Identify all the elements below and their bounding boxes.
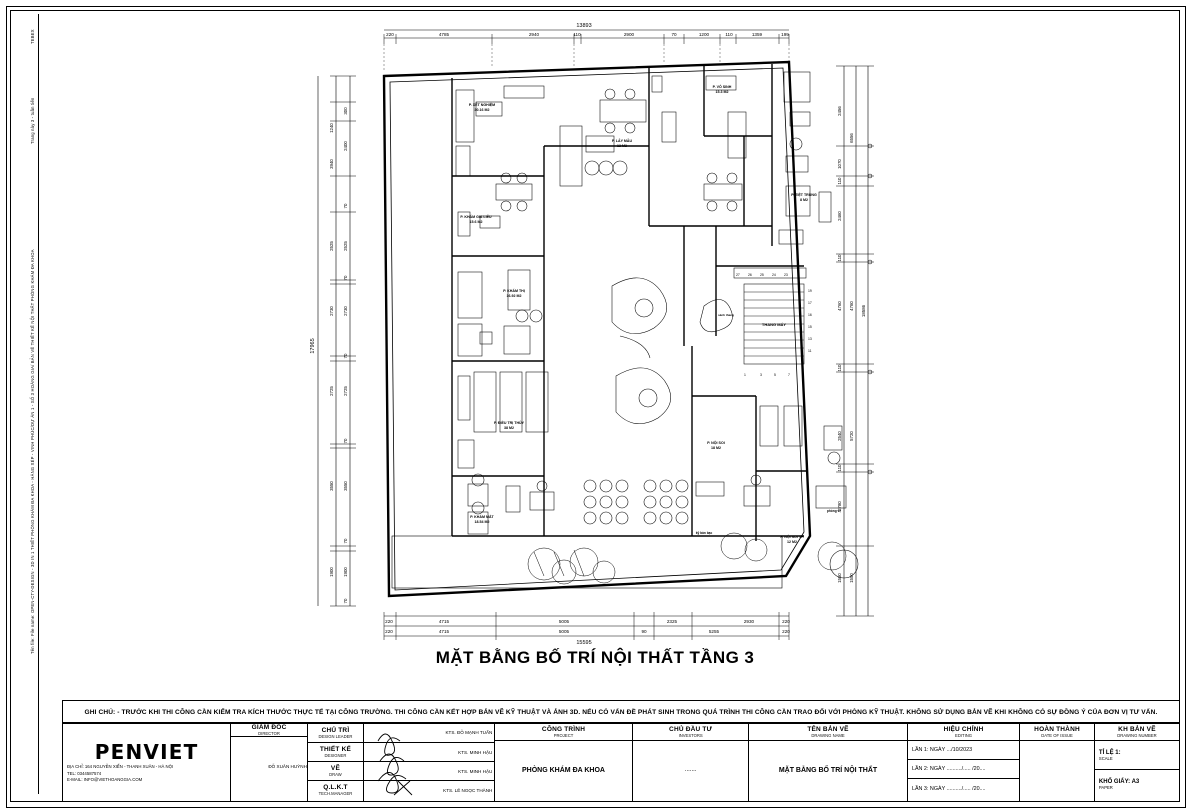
svg-text:2940: 2940	[528, 32, 540, 37]
editing-rev-3: LẦN 3: NGÀY ........../..... /20....	[911, 785, 986, 792]
svg-text:2730: 2730	[343, 306, 348, 316]
svg-text:P. NỘI SOI: P. NỘI SOI	[707, 441, 725, 445]
svg-text:7: 7	[788, 373, 790, 377]
svg-text:1550: 1550	[849, 573, 854, 583]
director-name: ĐỖ XUÂN HUỲNH	[268, 764, 307, 769]
svg-text:P. TIỆT TRÙNG: P. TIỆT TRÙNG	[791, 193, 817, 197]
editing-rev-1: LẦN 1: NGÀY .../10/2023	[911, 747, 973, 753]
plan-title: MẶT BẰNG BỐ TRÍ NỘI THẤT TẦNG 3	[435, 648, 755, 667]
title-block	[62, 722, 1180, 802]
svg-text:2525: 2525	[329, 241, 334, 251]
editing-sub: EDITING	[955, 732, 973, 738]
svg-text:220: 220	[782, 619, 790, 624]
drawing-number-head: KH BẢN VẼ	[1118, 725, 1156, 733]
svg-text:P. KHÁM THỊ: P. KHÁM THỊ	[503, 289, 525, 293]
svg-text:1: 1	[744, 373, 746, 377]
vertical-text-1: TEBEX	[30, 29, 35, 44]
drawing-number-block	[1095, 723, 1179, 801]
floor-plan-svg	[44, 16, 1180, 676]
scale-sublabel: SCALE	[1098, 755, 1113, 761]
scale-label: TỈ LỆ 1:	[1098, 749, 1121, 756]
svg-text:27: 27	[736, 273, 740, 277]
svg-text:phòng vệ: phòng vệ	[826, 509, 842, 513]
svg-text:1070: 1070	[837, 159, 842, 169]
svg-text:2400: 2400	[343, 141, 348, 151]
designer-sub: DESIGNER	[324, 753, 347, 758]
investor-head: CHỦ ĐẦU TƯ	[669, 725, 713, 733]
signature-column	[364, 723, 495, 801]
svg-text:4760: 4760	[849, 301, 854, 311]
svg-text:90: 90	[641, 629, 647, 634]
director-block	[231, 723, 308, 801]
design-leader-name: KTS. ĐỖ MẠNH TUẤN	[445, 730, 493, 735]
drawing-name-head: TÊN BẢN VẼ	[807, 725, 849, 733]
svg-text:23: 23	[784, 273, 788, 277]
svg-text:220: 220	[386, 32, 394, 37]
svg-text:18.54 M2: 18.54 M2	[474, 520, 490, 524]
editing-head: HIỆU CHỈNH	[943, 725, 984, 733]
svg-text:1550: 1550	[837, 573, 842, 583]
roles-label-column	[308, 723, 364, 801]
editing-rev-2: LẦN 2: NGÀY ........../..... /20....	[911, 766, 986, 772]
svg-text:2725: 2725	[329, 386, 334, 396]
drawing-name-value: MẶT BẰNG BỐ TRÍ NỘI THẤT	[778, 766, 878, 774]
investor-name: .......	[684, 767, 697, 773]
svg-text:19: 19	[808, 289, 812, 293]
svg-text:17965: 17965	[310, 338, 316, 354]
general-note-text: GHI CHÚ: - TRƯỚC KHI THI CÔNG CẦN KIỂM TRA KÍCH THƯỚC THỰC TẾ TẠI CÔNG TRƯỜNG. THI CÔNG CẦN KẾT HỢP BẢN VẼ KỸ THUẬT VÀ ẢNH 3D. NẾU CÓ VẤN ĐỀ PHÁT SINH TRONG QUÁ TRÌNH THI CÔNG CẦN TRAO ĐỔI VỚI PHÒNG KỸ THUẬT. KHÔNG SỬ DỤNG BẢN VẼ KHI KHÔNG CÓ SỰ ĐỒNG Ý CỦA ĐƠN VỊ TƯ VẤN.	[84, 708, 1158, 716]
svg-text:110: 110	[837, 464, 842, 472]
design-leader-sub: DESIGN LEADER	[318, 733, 353, 739]
svg-text:4715: 4715	[438, 629, 450, 634]
svg-text:70: 70	[343, 438, 348, 444]
svg-text:P. XÉT NGHIỆM: P. XÉT NGHIỆM	[468, 103, 496, 107]
svg-text:3550: 3550	[343, 481, 348, 491]
svg-text:70: 70	[343, 538, 348, 544]
svg-text:kỹ bàn bạc: kỹ bàn bạc	[695, 531, 713, 535]
svg-text:2730: 2730	[329, 306, 334, 316]
designer-head: THIẾT KẾ	[319, 746, 352, 753]
svg-text:8 M2: 8 M2	[800, 198, 808, 202]
left-margin-strip	[16, 14, 39, 794]
vertical-text-2: Trang này 3 - tuần tiến	[30, 97, 35, 144]
svg-text:2900: 2900	[623, 32, 635, 37]
tech-manager-sub: TECH.MANAGER	[318, 791, 353, 796]
svg-text:110: 110	[837, 254, 842, 262]
svg-text:2325: 2325	[666, 619, 678, 624]
tech-manager-name: KTS. LÊ NGỌC THÀNH	[443, 787, 493, 793]
svg-text:70: 70	[343, 598, 348, 604]
svg-text:300: 300	[343, 107, 348, 115]
svg-text:2725: 2725	[343, 386, 348, 396]
svg-text:11: 11	[808, 349, 812, 353]
paper-sublabel: PAPER	[1098, 784, 1113, 790]
svg-text:15: 15	[808, 325, 812, 329]
designer-name: KTS. MINH HẬU	[458, 749, 493, 755]
svg-text:16.92 M2: 16.92 M2	[506, 294, 522, 298]
issue-date-head: HOÀN THÀNH	[1034, 725, 1080, 733]
svg-text:P. LẤY MẪU: P. LẤY MẪU	[611, 139, 633, 143]
svg-text:220: 220	[782, 629, 790, 634]
svg-text:2540: 2540	[837, 431, 842, 441]
company-block	[63, 723, 231, 801]
issue-date-sub: DATE OF ISSUE	[1041, 732, 1073, 738]
svg-text:110: 110	[573, 32, 581, 37]
svg-text:38 M2: 38 M2	[504, 426, 514, 430]
svg-text:15595: 15595	[576, 640, 592, 646]
svg-text:2460: 2460	[837, 211, 842, 221]
svg-text:16: 16	[808, 313, 812, 317]
svg-text:3940: 3940	[329, 159, 334, 169]
investor-sub: INVESTORS	[678, 732, 703, 738]
svg-text:P. ĐIỀU TRỊ THỦY: P. ĐIỀU TRỊ THỦY	[493, 421, 525, 425]
svg-text:199: 199	[781, 32, 789, 37]
project-name: PHÒNG KHÁM ĐA KHOA	[522, 766, 605, 774]
general-note-bar	[62, 700, 1180, 724]
investor-block	[633, 723, 749, 801]
vertical-text-3: Tên file: File name: OPEN-CTY-DESIGN - 3D IN 1 THIẾT PHÒNG KHÁM ĐA KHOA - HÀNG XÉP - VINH PHÚC/DỰ ÁN 1 - SỐ 3 HOÀNG GIA/ BẢN VẼ THIẾT KẾ NỘI THẤT PHÒNG KHÁM ĐA KHOA	[30, 249, 35, 654]
svg-text:4760: 4760	[837, 301, 842, 311]
project-block	[495, 723, 633, 801]
director-sub: DIRECTOR	[258, 730, 280, 736]
svg-text:P. NỘI SOI TH: P. NỘI SOI TH	[780, 535, 804, 539]
svg-text:25: 25	[760, 273, 764, 277]
svg-text:1900: 1900	[329, 567, 334, 577]
svg-text:12 M2: 12 M2	[787, 540, 797, 544]
svg-text:220: 220	[385, 619, 393, 624]
svg-text:1200: 1200	[698, 32, 710, 37]
drawing-name-sub: DRAWING NAME	[811, 732, 845, 738]
svg-text:18586: 18586	[861, 304, 866, 318]
svg-text:110: 110	[837, 364, 842, 372]
svg-text:18 M2: 18 M2	[711, 446, 721, 450]
design-leader-head: CHỦ TRÌ	[321, 726, 350, 734]
project-head: CÔNG TRÌNH	[541, 725, 586, 733]
svg-text:4715: 4715	[438, 619, 450, 624]
issue-date-block	[1020, 723, 1095, 801]
company-address-2: TEL: 0344587574	[67, 770, 102, 776]
svg-text:5005: 5005	[558, 629, 570, 634]
company-address-3: E-MAIL: INFO@VIETHOANGGIA.COM	[67, 777, 143, 783]
svg-text:P. KHÁM MẮT: P. KHÁM MẮT	[470, 515, 494, 519]
svg-text:15.6 M2: 15.6 M2	[469, 220, 483, 224]
svg-text:5720: 5720	[849, 431, 854, 441]
svg-text:17: 17	[808, 301, 812, 305]
svg-text:26: 26	[748, 273, 752, 277]
svg-text:2525: 2525	[343, 241, 348, 251]
svg-text:6556: 6556	[849, 133, 854, 143]
svg-text:70: 70	[343, 275, 348, 281]
svg-text:1240: 1240	[329, 123, 334, 133]
svg-text:220: 220	[385, 629, 393, 634]
svg-text:24: 24	[772, 273, 776, 277]
svg-text:70: 70	[671, 32, 677, 37]
svg-text:2930: 2930	[743, 619, 755, 624]
svg-text:3550: 3550	[329, 481, 334, 491]
svg-text:2456: 2456	[837, 106, 842, 116]
svg-text:13893: 13893	[576, 23, 592, 29]
svg-text:4785: 4785	[438, 32, 450, 37]
draw-name: KTS. MINH HẬU	[458, 768, 493, 774]
svg-text:70: 70	[343, 203, 348, 209]
svg-text:110: 110	[725, 32, 733, 37]
draw-head: VẼ	[330, 765, 340, 772]
floor-plan-drawing	[44, 16, 1180, 676]
svg-text:sảnh thang: sảnh thang	[717, 313, 735, 317]
draw-sub: DRAW	[329, 772, 342, 777]
svg-text:1900: 1900	[343, 567, 348, 577]
svg-text:2780: 2780	[837, 501, 842, 511]
editing-block	[908, 723, 1020, 801]
signature-scribbles	[364, 723, 504, 801]
svg-text:THANG MÁY: THANG MÁY	[761, 322, 787, 327]
project-sub: PROJECT	[553, 732, 574, 738]
svg-text:1359: 1359	[751, 32, 763, 37]
drawing-name-block	[749, 723, 908, 801]
svg-text:3: 3	[760, 373, 762, 377]
svg-text:30.16 M2: 30.16 M2	[474, 108, 490, 112]
company-logo: PENVIET	[94, 740, 199, 765]
tech-manager-head: Q.L.K.T	[323, 784, 348, 791]
paper-label: KHỔ GIẤY: A3	[1098, 778, 1140, 785]
svg-text:70: 70	[343, 353, 348, 359]
svg-text:110: 110	[837, 177, 842, 185]
svg-text:15.3 M2: 15.3 M2	[715, 90, 729, 94]
svg-text:12 M2: 12 M2	[617, 144, 627, 148]
svg-text:13: 13	[808, 337, 812, 341]
svg-text:P. VÔ SINH: P. VÔ SINH	[712, 85, 732, 89]
company-address-1: ĐỊA CHỈ: 164 NGUYỄN XIỂN - THANH XUÂN - HÀ NỘI	[67, 764, 174, 770]
drawing-number-sub: DRAWING NUMBER	[1117, 732, 1157, 738]
svg-text:P. KHÁM GIA LIỄU: P. KHÁM GIA LIỄU	[460, 215, 492, 219]
svg-text:5255: 5255	[708, 629, 720, 634]
svg-text:5005: 5005	[558, 619, 570, 624]
director-head: GIÁM ĐỐC	[251, 723, 287, 731]
svg-text:5: 5	[774, 373, 776, 377]
